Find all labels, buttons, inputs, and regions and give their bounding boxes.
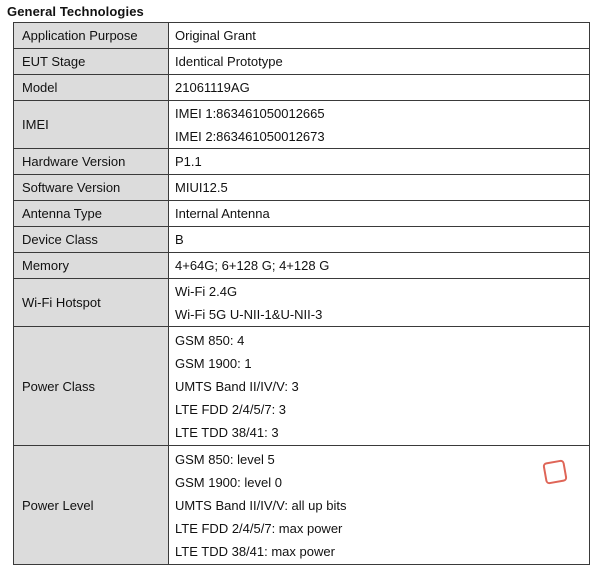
row-value bbox=[169, 253, 589, 278]
row-label: Application Purpose bbox=[14, 23, 169, 48]
value-line: B bbox=[175, 232, 184, 247]
page-title: General Technologies bbox=[7, 4, 144, 19]
table-row-hardware-version bbox=[14, 149, 589, 175]
value-line: LTE TDD 38/41: max power bbox=[175, 543, 335, 559]
row-label: Memory bbox=[14, 253, 169, 278]
row-label: Model bbox=[14, 75, 169, 100]
row-value bbox=[169, 23, 589, 48]
value-line: GSM 1900: 1 bbox=[175, 355, 252, 371]
table-row-application-purpose bbox=[14, 23, 589, 49]
row-value bbox=[169, 279, 589, 326]
table-row-memory bbox=[14, 253, 589, 279]
row-value bbox=[169, 327, 589, 445]
value-line: Original Grant bbox=[175, 28, 256, 43]
row-value bbox=[169, 175, 589, 200]
row-label: Hardware Version bbox=[14, 149, 169, 174]
table-row-software-version bbox=[14, 175, 589, 201]
value-line: 21061119AG bbox=[175, 80, 250, 95]
table-row-power-class bbox=[14, 327, 589, 446]
value-line: IMEI 1:863461050012665 bbox=[175, 105, 325, 121]
value-line: LTE FDD 2/4/5/7: max power bbox=[175, 520, 343, 536]
table-row-power-level bbox=[14, 446, 589, 564]
value-line: Identical Prototype bbox=[175, 54, 283, 69]
row-value bbox=[169, 101, 589, 148]
table-row-model bbox=[14, 75, 589, 101]
row-value bbox=[169, 446, 589, 564]
value-line: IMEI 2:863461050012673 bbox=[175, 128, 325, 144]
value-line: LTE FDD 2/4/5/7: 3 bbox=[175, 401, 287, 417]
row-value bbox=[169, 75, 589, 100]
row-label: Power Class bbox=[14, 327, 169, 445]
value-line: Wi-Fi 5G U-NII-1&U-NII-3 bbox=[175, 306, 323, 322]
row-value bbox=[169, 201, 589, 226]
value-line: LTE TDD 38/41: 3 bbox=[175, 424, 279, 440]
row-value bbox=[169, 227, 589, 252]
row-label: EUT Stage bbox=[14, 49, 169, 74]
value-line: Wi-Fi 2.4G bbox=[175, 283, 238, 299]
row-value bbox=[169, 149, 589, 174]
row-label: Antenna Type bbox=[14, 201, 169, 226]
value-line: Internal Antenna bbox=[175, 206, 270, 221]
table-row-wifi-hotspot bbox=[14, 279, 589, 327]
value-line: 4+64G; 6+128 G; 4+128 G bbox=[175, 258, 330, 273]
row-value bbox=[169, 49, 589, 74]
spec-table bbox=[13, 22, 590, 565]
watermark-logo-icon bbox=[542, 459, 567, 484]
value-line: GSM 850: 4 bbox=[175, 332, 245, 348]
value-line: MIUI12.5 bbox=[175, 180, 228, 195]
table-row-eut-stage bbox=[14, 49, 589, 75]
table-row-imei bbox=[14, 101, 589, 149]
row-label: Software Version bbox=[14, 175, 169, 200]
value-line: UMTS Band II/IV/V: 3 bbox=[175, 378, 299, 394]
table-row-antenna-type bbox=[14, 201, 589, 227]
value-line: UMTS Band II/IV/V: all up bits bbox=[175, 497, 347, 513]
row-label: IMEI bbox=[14, 101, 169, 148]
row-label: Device Class bbox=[14, 227, 169, 252]
value-line: GSM 1900: level 0 bbox=[175, 474, 282, 490]
table-row-device-class bbox=[14, 227, 589, 253]
row-label: Power Level bbox=[14, 446, 169, 564]
row-label: Wi-Fi Hotspot bbox=[14, 279, 169, 326]
value-line: P1.1 bbox=[175, 154, 202, 169]
value-line: GSM 850: level 5 bbox=[175, 451, 275, 467]
